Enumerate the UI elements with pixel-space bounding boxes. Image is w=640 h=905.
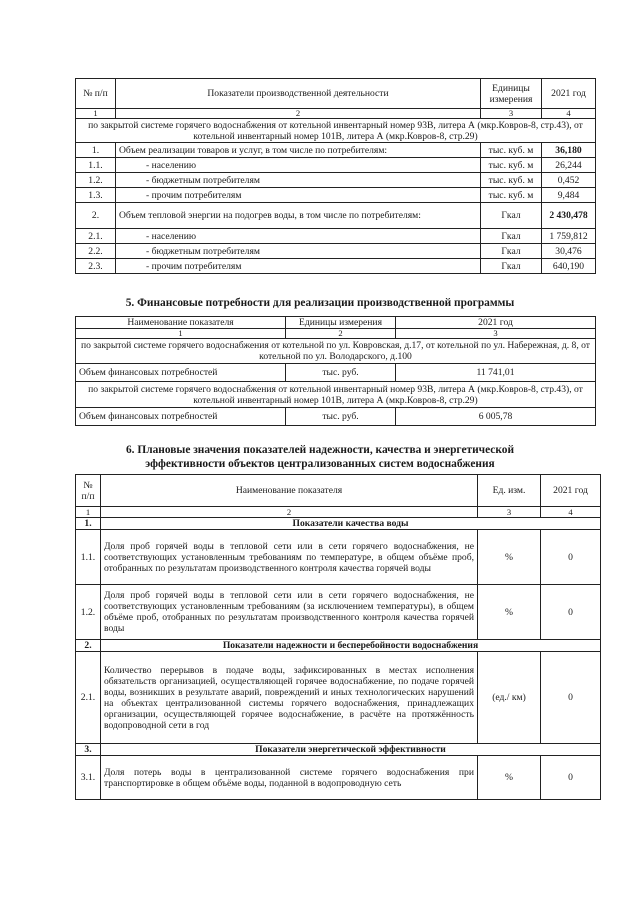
- row-num: 2.: [76, 203, 116, 229]
- col-number: 1: [76, 109, 116, 119]
- section6-title-line1: 6. Плановые значения показателей надежности, качества и энергетической: [125, 444, 515, 456]
- row-num: 2.1.: [76, 652, 101, 744]
- row-value: 0: [541, 756, 601, 800]
- row-num: 1.3.: [76, 188, 116, 203]
- row-unit: тыс. руб.: [286, 408, 396, 426]
- row-unit: (ед./ км): [478, 652, 541, 744]
- row-value: 36,180: [542, 143, 596, 158]
- header-unit: Единицы измерения: [286, 317, 396, 329]
- row-unit: %: [478, 530, 541, 585]
- row-unit: тыс. руб.: [286, 364, 396, 382]
- col-number: 2: [101, 507, 478, 518]
- group-title: Показатели энергетической эффективности: [101, 744, 601, 756]
- row-value: 26,244: [542, 158, 596, 173]
- header-indicator-name: Наименование показателя: [76, 317, 286, 329]
- group-num: 2.: [76, 640, 101, 652]
- header-year: 2021 год: [396, 317, 596, 329]
- row-text: Доля проб горячей воды в тепловой сети или в сети горячего водоснабжения, не соответствующих установленным требованиям (за исключением температуры), в общем объёме проб, отобранных по результатам производственного контроля качества горячей воды: [101, 585, 478, 640]
- row-unit: %: [478, 756, 541, 800]
- row-name: - прочим потребителям: [116, 188, 481, 203]
- row-unit: тыс. куб. м: [481, 173, 542, 188]
- row-text: Доля потерь воды в централизованной системе горячего водоснабжения при транспортировке в общем объёме воды, поданной в водопроводную сеть: [101, 756, 478, 800]
- row-name: - бюджетным потребителям: [116, 244, 481, 259]
- col-number: 1: [76, 507, 101, 518]
- col-number: 2: [286, 329, 396, 339]
- row-value: 2 430,478: [542, 203, 596, 229]
- header-unit: Единицы измерения: [481, 79, 542, 109]
- col-number: 3: [481, 109, 542, 119]
- col-number: 3: [478, 507, 541, 518]
- group-caption: по закрытой системе горячего водоснабжения от котельной инвентарный номер 93В, литера А (мкр.Ковров-8, стр.43), от котельной инвентарный номер 101В, литера А (мкр.Ковров-8, стр.29): [76, 382, 596, 408]
- group-num: 1.: [76, 518, 101, 530]
- row-name: Объем финансовых потребностей: [76, 364, 286, 382]
- group-num: 3.: [76, 744, 101, 756]
- row-value: 0: [541, 585, 601, 640]
- col-number: 3: [396, 329, 596, 339]
- row-unit: тыс. куб. м: [481, 143, 542, 158]
- row-value: 640,190: [542, 259, 596, 274]
- row-num: 2.1.: [76, 229, 116, 244]
- row-num: 2.3.: [76, 259, 116, 274]
- financial-needs-table: [75, 316, 596, 426]
- row-value: 11 741,01: [396, 364, 596, 382]
- section5-title: 5. Финансовые потребности для реализации производственной программы: [125, 297, 515, 309]
- row-value: 30,476: [542, 244, 596, 259]
- header-unit: Ед. изм.: [478, 475, 541, 507]
- row-num: 1.: [76, 143, 116, 158]
- row-unit: %: [478, 585, 541, 640]
- row-name: - населению: [116, 158, 481, 173]
- group-title: Показатели качества воды: [101, 518, 601, 530]
- header-num: № п/п: [76, 475, 101, 507]
- reliability-indicators-table: [75, 474, 601, 800]
- row-unit: Гкал: [481, 203, 542, 229]
- row-value: 0,452: [542, 173, 596, 188]
- row-name: - бюджетным потребителям: [116, 173, 481, 188]
- header-indicator: Показатели производственной деятельности: [116, 79, 481, 109]
- group-caption: по закрытой системе горячего водоснабжения от котельной по ул. Ковровская, д.17, от котельной по ул. Набережная, д. 8, от котельной по ул. Володарского, д.100: [76, 339, 596, 364]
- row-name: Объем финансовых потребностей: [76, 408, 286, 426]
- col-number: 1: [76, 329, 286, 339]
- row-value: 0: [541, 530, 601, 585]
- row-value: 1 759,812: [542, 229, 596, 244]
- header-num: № п/п: [76, 79, 116, 109]
- row-num: 3.1.: [76, 756, 101, 800]
- group-title: Показатели надежности и бесперебойности водоснабжения: [101, 640, 601, 652]
- row-num: 1.1.: [76, 530, 101, 585]
- row-unit: тыс. куб. м: [481, 158, 542, 173]
- row-name: - населению: [116, 229, 481, 244]
- row-unit: Гкал: [481, 244, 542, 259]
- header-year: 2021 год: [542, 79, 596, 109]
- row-text: Доля проб горячей воды в тепловой сети или в сети горячего водоснабжения, не соответствующих установленным требованиям по температуре, в общем объёме проб, отобранных по результатам производственного контроля качества горячей воды: [101, 530, 478, 585]
- row-num: 2.2.: [76, 244, 116, 259]
- row-num: 1.2.: [76, 173, 116, 188]
- header-indicator-name: Наименование показателя: [101, 475, 478, 507]
- row-value: 9,484: [542, 188, 596, 203]
- row-name: Объем тепловой энергии на подогрев воды, в том числе по потребителям:: [116, 203, 481, 229]
- row-value: 0: [541, 652, 601, 744]
- col-number: 2: [116, 109, 481, 119]
- col-number: 4: [541, 507, 601, 518]
- section6-title-line2: эффективности объектов централизованных систем водоснабжения: [145, 458, 495, 470]
- row-text: Количество перерывов в подаче воды, зафиксированных в местах исполнения обязательств организацией, осуществляющей горячее водоснабжение, по подаче горячей воды, возникших в результате аварий, повреждений и иных технологических нарушений на объектах централизованной системы горячего водоснабжения, принадлежащих организации, осуществляющей горячее водоснабжение, в расчёте на протяжённость водопроводной сети в год: [101, 652, 478, 744]
- row-unit: Гкал: [481, 259, 542, 274]
- row-value: 6 005,78: [396, 408, 596, 426]
- col-number: 4: [542, 109, 596, 119]
- row-num: 1.2.: [76, 585, 101, 640]
- header-year: 2021 год: [541, 475, 601, 507]
- row-unit: Гкал: [481, 229, 542, 244]
- row-name: Объем реализации товаров и услуг, в том числе по потребителям:: [116, 143, 481, 158]
- row-name: - прочим потребителям: [116, 259, 481, 274]
- row-num: 1.1.: [76, 158, 116, 173]
- production-activity-table: [75, 78, 596, 274]
- row-unit: тыс. куб. м: [481, 188, 542, 203]
- group-caption: по закрытой системе горячего водоснабжения от котельной инвентарный номер 93В, литера А (мкр.Ковров-8, стр.43), от котельной инвентарный номер 101В, литера А (мкр.Ковров-8, стр.29): [76, 119, 596, 143]
